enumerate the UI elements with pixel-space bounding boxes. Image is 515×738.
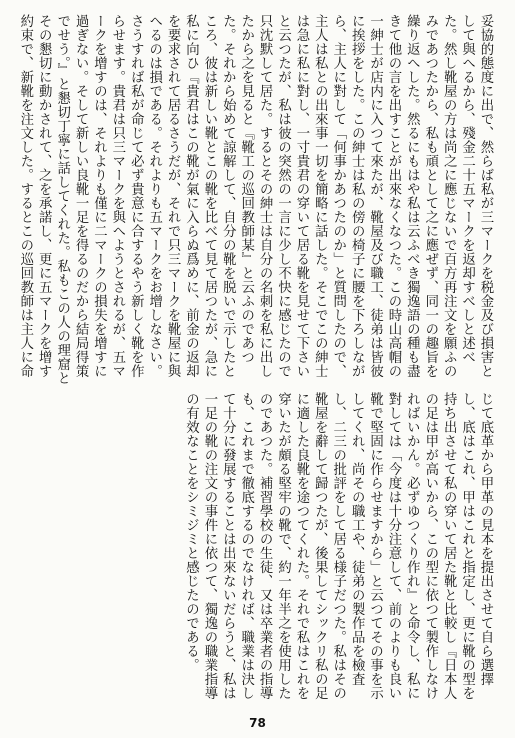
body-text-upper: 妥協的態度に出で、然らば私が三マークを税金及び損害として與へるから、殘金二十五マークを返却すべしと述べた。然し靴屋の方は尚之に應じないで百方再注文を願ふのみであつたから、私も頑として之に應ぜず、同一の趣旨を繰り返へした。然るにもはや私は云ふべき獨逸語の種も盡きて他の言を出すことが出來なくなつた。この時山高帽の一紳士が店内に入つて來たが、靴屋及び職工、徒弟は皆彼に挨拶をした。この紳士は私の傍の椅子に腰を下ろしながら、主人に對して「何事かあつたのか」と質問したので、主人は私との出來事一切を簡略に話した。そこでこの紳士は急に私に對し、一寸貴君の穿いて居る靴を見せて下さいと云つたが、私は彼の突然の一言に少し不快に感じたので只沈默して居た。するとその紳士は自分の名刺を私に出したから之を見ると『靴工の巡回教師某』と云ふのであつた。それから始めて諒解して、自分の靴を脱いで示したところ、彼は新しい靴とこの靴を比べて見て居つたが、急に私に向ひ『貴君はこの靴が氣に入らぬ爲めに、前金の返却を要求されて居るさうだが、それで只三マークを靴屋に與へるのは損である。それよりも五マークをお增しなさい。さうすれば私が命じて必ず貴意に合するやう新しく靴を作らせます。貴君は只三マークを與へようとされるが、五マークを增すのは、それよりも僅に二マークの損失を增すに過ぎない。そして新しい良靴一足を得るのだから結局得策でせう。』と懇切丁寧に話してくれた。私もこの人の理窟とその懇切に動かされて、之を承諾し、更に五マークを增す約束で、新靴を注文した。するとこの巡回教師は主人に命	[17, 14, 493, 386]
page-number: 78	[249, 716, 266, 730]
body-text-lower: じて底革から甲革の見本を提出させて自ら選擇し、底はこれ、甲はこれと指定し、更に靴の型を持ち出させて私の穿いて居た靴と比較し『日本人の足は甲が高いから、この型に依つて製作しなければいかん。必ずゆつくり作れ』と命令し、私に對しては「今度は十分注意して、前のよりも良い靴で堅固に作らせますから」と云つてその事を示してくれ、尚その職工や、徒弟の製作品を檢査し、二三の批評をして居る様子だつた。私はその靴屋を辭して歸つたが、後果してシックリ私の足に適した良靴を途つてくれた。それで私はこれを穿いたが頗る堅牢の靴で、約一年半之を使用したのであつた。補習學校の生徒、又は卒業者の指導も、これまで徹底するのでなければ、職業は決して十分に發展することは出來ないだらうと、私は一足の靴の注文の事件に依つて、獨逸の職業指導の有效なことをシミジミと感じたのである。	[183, 392, 493, 700]
